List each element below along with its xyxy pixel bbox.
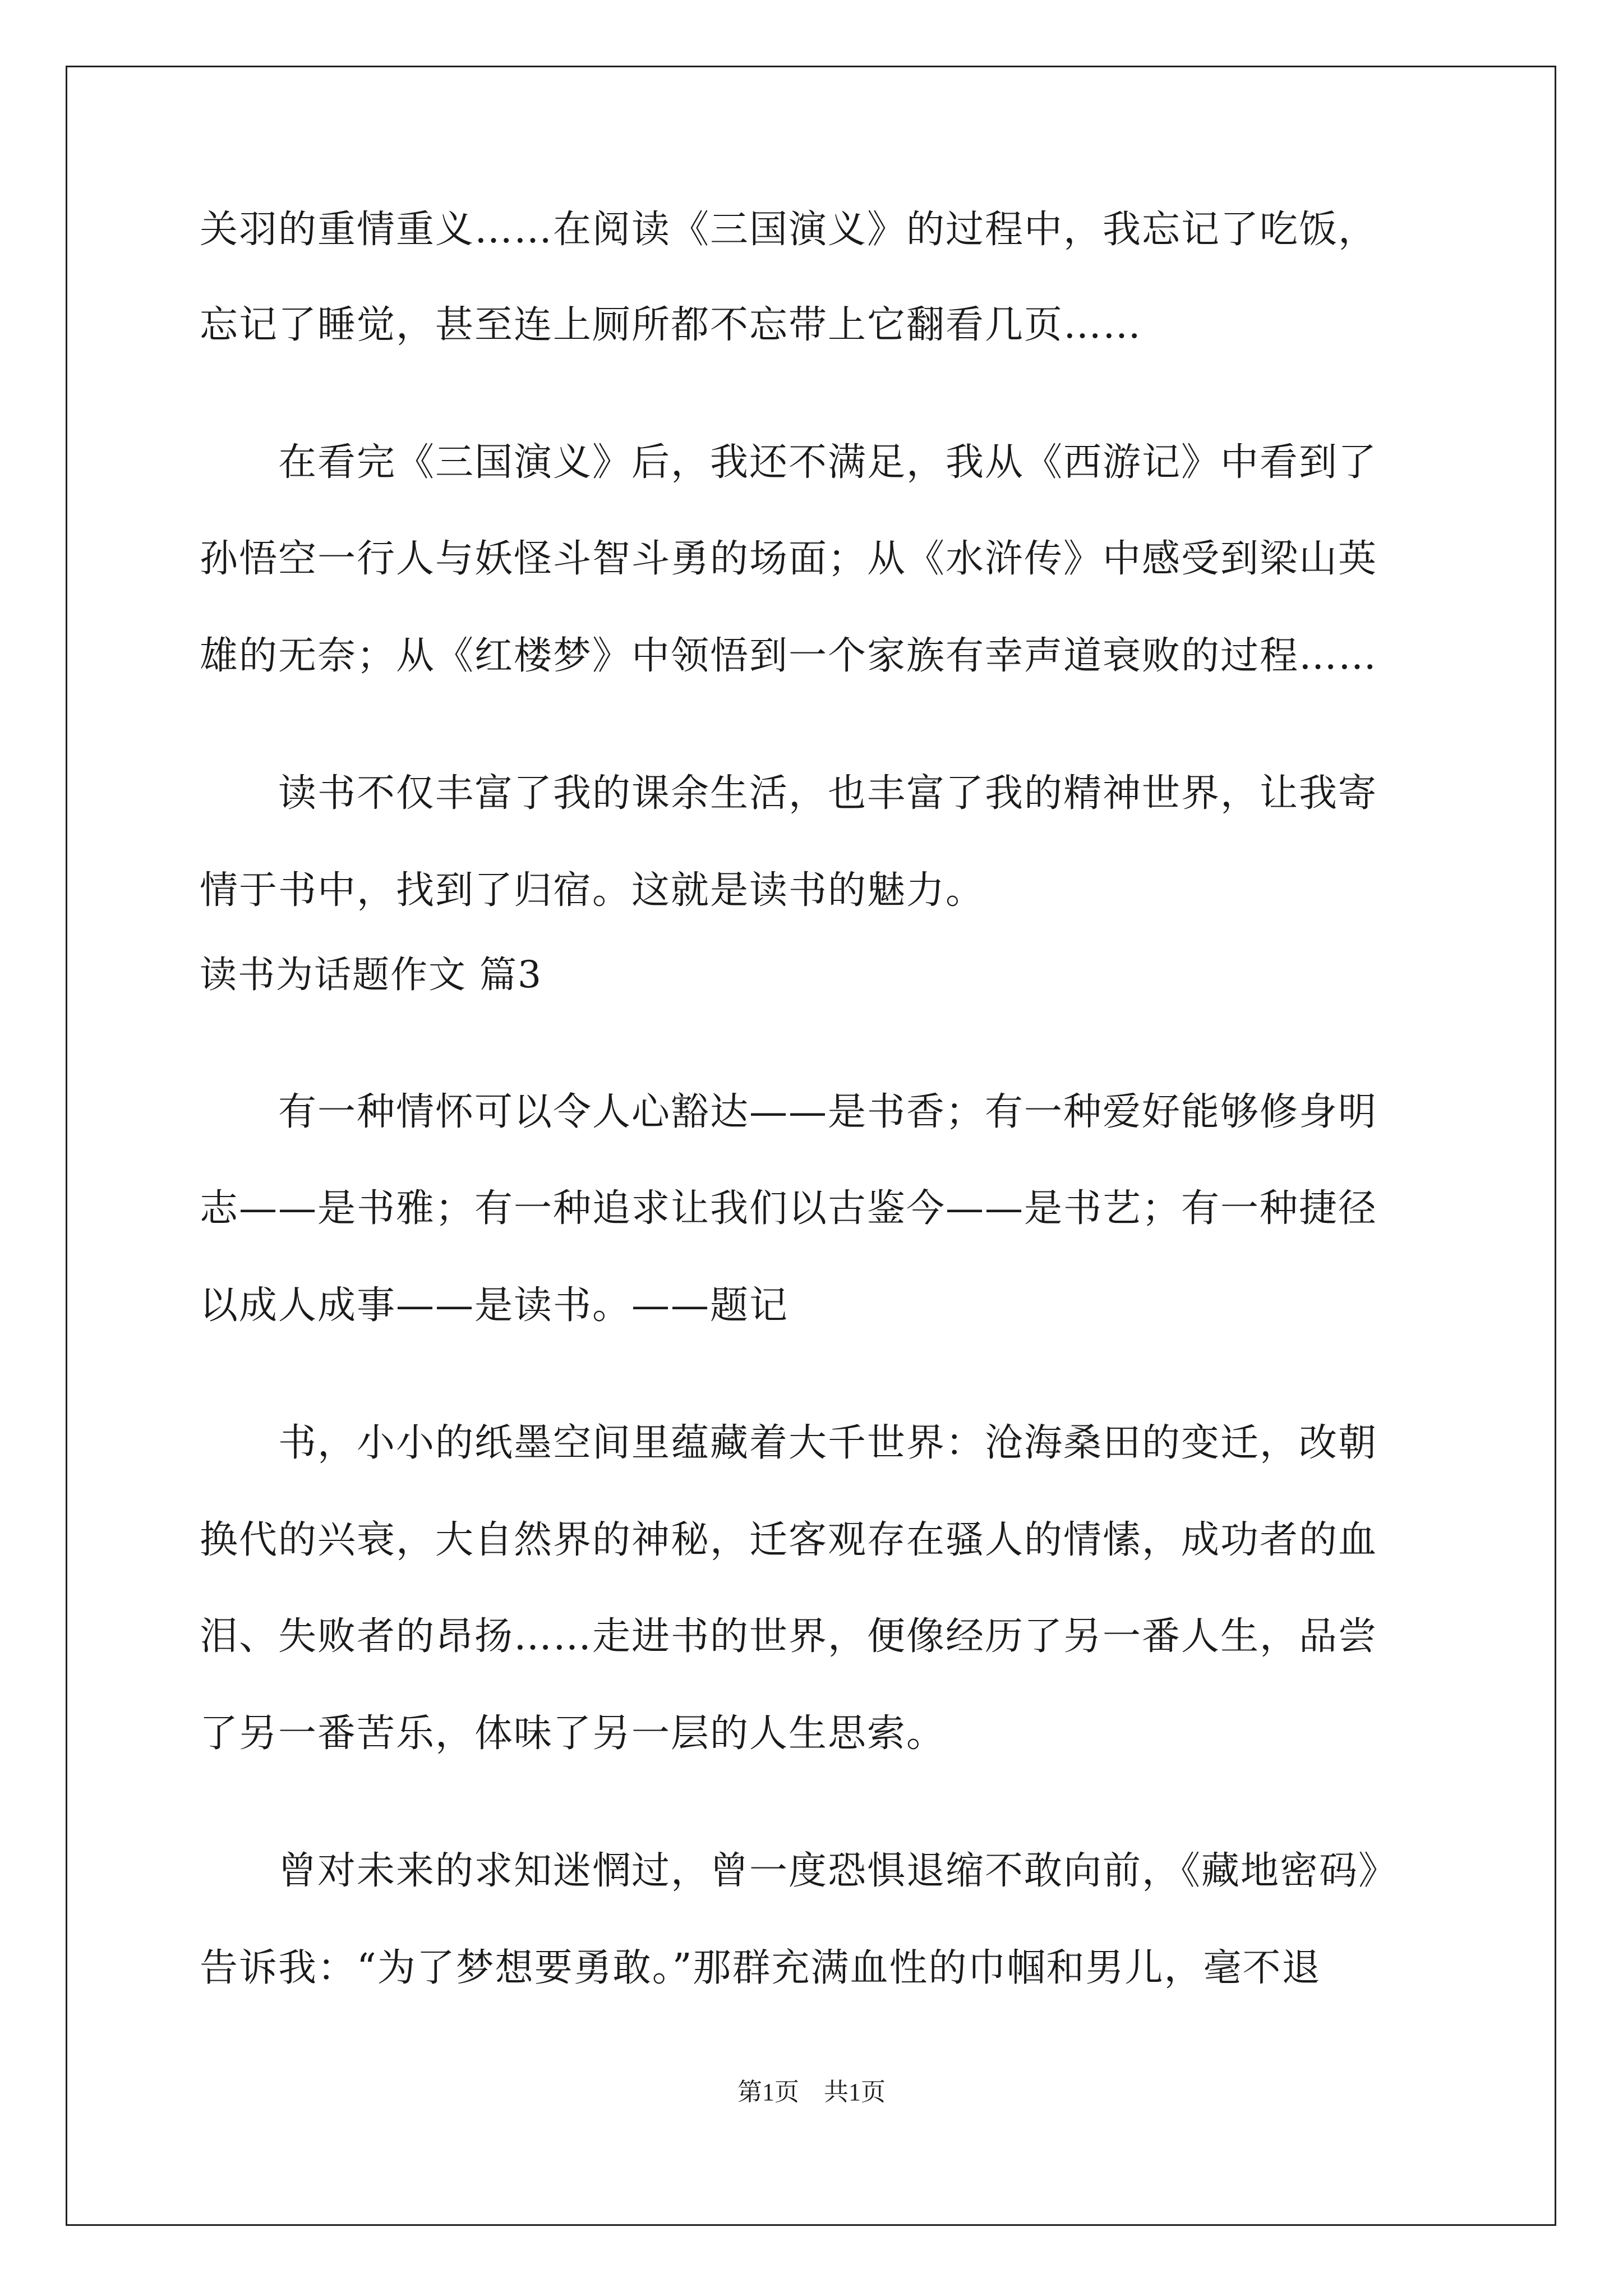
text-line: 忘记了睡觉，甚至连上厕所都不忘带上它翻看几页…… xyxy=(200,303,1142,347)
paragraph-start-line: 书，小小的纸墨空间里蕴藏着大千世界：沧海桑田的变迁，改朝 xyxy=(278,1421,1378,1465)
text-line: 告诉我：“为了梦想要勇敢。”那群充满血性的巾帼和男儿，毫不退 xyxy=(200,1946,1321,1990)
paragraph-start-line: 读书不仅丰富了我的课余生活，也丰富了我的精神世界，让我寄 xyxy=(278,771,1378,816)
page-border xyxy=(66,66,1556,2226)
section-heading: 读书为话题作文 篇3 xyxy=(200,953,542,996)
text-line: 了另一番苦乐，体味了另一层的人生思索。 xyxy=(200,1711,946,1756)
text-line: 孙悟空一行人与妖怪斗智斗勇的场面；从《水浒传》中感受到梁山英 xyxy=(200,537,1378,581)
text-line: 以成人成事——是读书。——题记 xyxy=(200,1283,789,1328)
text-line: 关羽的重情重义……在阅读《三国演义》的过程中，我忘记了吃饭， xyxy=(200,208,1378,252)
text-line: 志——是书雅；有一种追求让我们以古鉴今——是书艺；有一种捷径 xyxy=(200,1186,1378,1231)
text-line: 雄的无奈；从《红楼梦》中领悟到一个家族有幸声道衰败的过程…… xyxy=(200,634,1378,678)
text-line: 情于书中，找到了归宿。这就是读书的魅力。 xyxy=(200,868,985,913)
paragraph-start-line: 曾对未来的求知迷惘过，曾一度恐惧退缩不敢向前，《藏地密码》 xyxy=(278,1849,1398,1893)
text-line: 换代的兴衰，大自然界的神秘，迁客观存在骚人的情愫，成功者的血 xyxy=(200,1518,1378,1562)
page-footer: 第1页 共1页 xyxy=(737,2078,886,2106)
paragraph-start-line: 在看完《三国演义》后，我还不满足，我从《西游记》中看到了 xyxy=(278,440,1378,485)
text-line: 泪、失败者的昂扬……走进书的世界，便像经历了另一番人生，品尝 xyxy=(200,1614,1378,1659)
paragraph-start-line: 有一种情怀可以令人心豁达——是书香；有一种爱好能够修身明 xyxy=(278,1090,1378,1134)
